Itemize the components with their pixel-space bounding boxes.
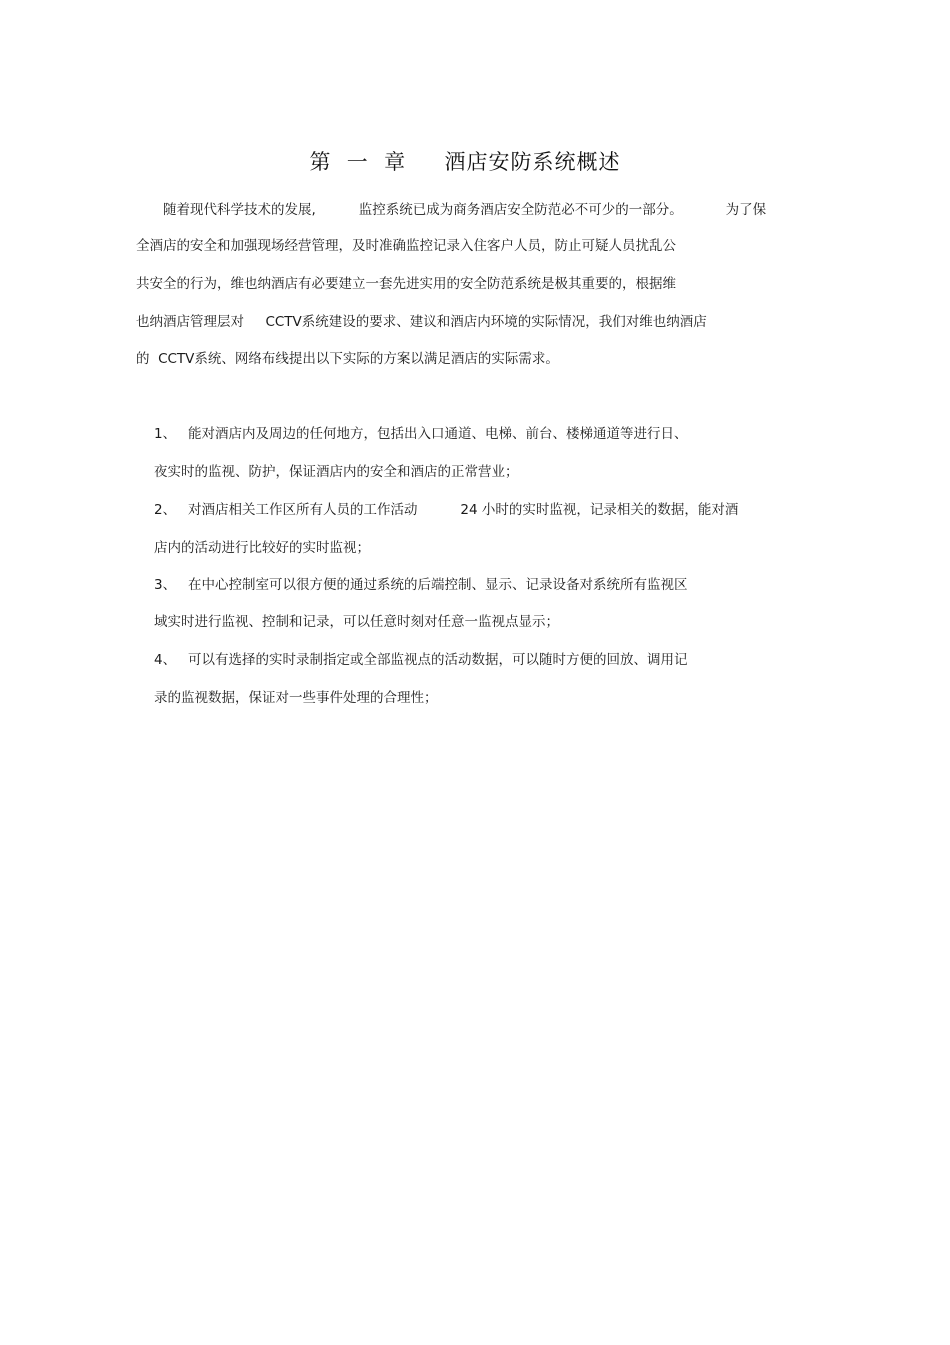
- list-item-text-line-1: 能对酒店内及周边的任何地方，包括出入口通道、电梯、前台、楼梯通道等进行日、: [188, 426, 688, 442]
- list-item-text-line-2: 店内的活动进行比较好的实时监视；: [154, 540, 370, 556]
- list-item-number: 2、: [154, 502, 177, 518]
- intro-line-5: 的 CCTV系统、网络布线提出以下实际的方案以满足酒店的实际需求。: [136, 351, 559, 367]
- intro-line-2: 全酒店的安全和加强现场经营管理，及时准确监控记录入住客户人员，防止可疑人员扰乱公: [136, 238, 676, 254]
- list-item-text-line-1: 在中心控制室可以很方便的通过系统的后端控制、显示、记录设备对系统所有监视区: [188, 577, 688, 593]
- list-item-text-line-2: 域实时进行监视、控制和记录，可以任意时刻对任意一监视点显示；: [154, 614, 559, 630]
- list-item-text-line-2: 夜实时的监视、防护，保证酒店内的安全和酒店的正常营业；: [154, 464, 519, 480]
- intro-line-3: 共安全的行为，维也纳酒店有必要建立一套先进实用的安全防范系统是极其重要的，根据维: [136, 276, 676, 292]
- list-item-text-line-1: 对酒店相关工作区所有人员的工作活动 24 小时的实时监视，记录相关的数据，能对酒: [188, 502, 739, 518]
- list-item-number: 4、: [154, 652, 177, 668]
- list-item-text-line-1: 可以有选择的实时录制指定或全部监视点的活动数据，可以随时方便的回放、调用记: [188, 652, 688, 668]
- intro-line-1: 随着现代科学技术的发展, 监控系统已成为商务酒店安全防范必不可少的一部分。 为了保: [163, 202, 767, 218]
- chapter-title: 第 一 章 酒店安防系统概述: [309, 150, 621, 174]
- list-item-number: 3、: [154, 577, 177, 593]
- list-item-number: 1、: [154, 426, 177, 442]
- intro-line-4: 也纳酒店管理层对 CCTV系统建设的要求、建议和酒店内环境的实际情况，我们对维也纳酒店: [136, 314, 707, 330]
- list-item-text-line-2: 录的监视数据，保证对一些事件处理的合理性；: [154, 690, 438, 706]
